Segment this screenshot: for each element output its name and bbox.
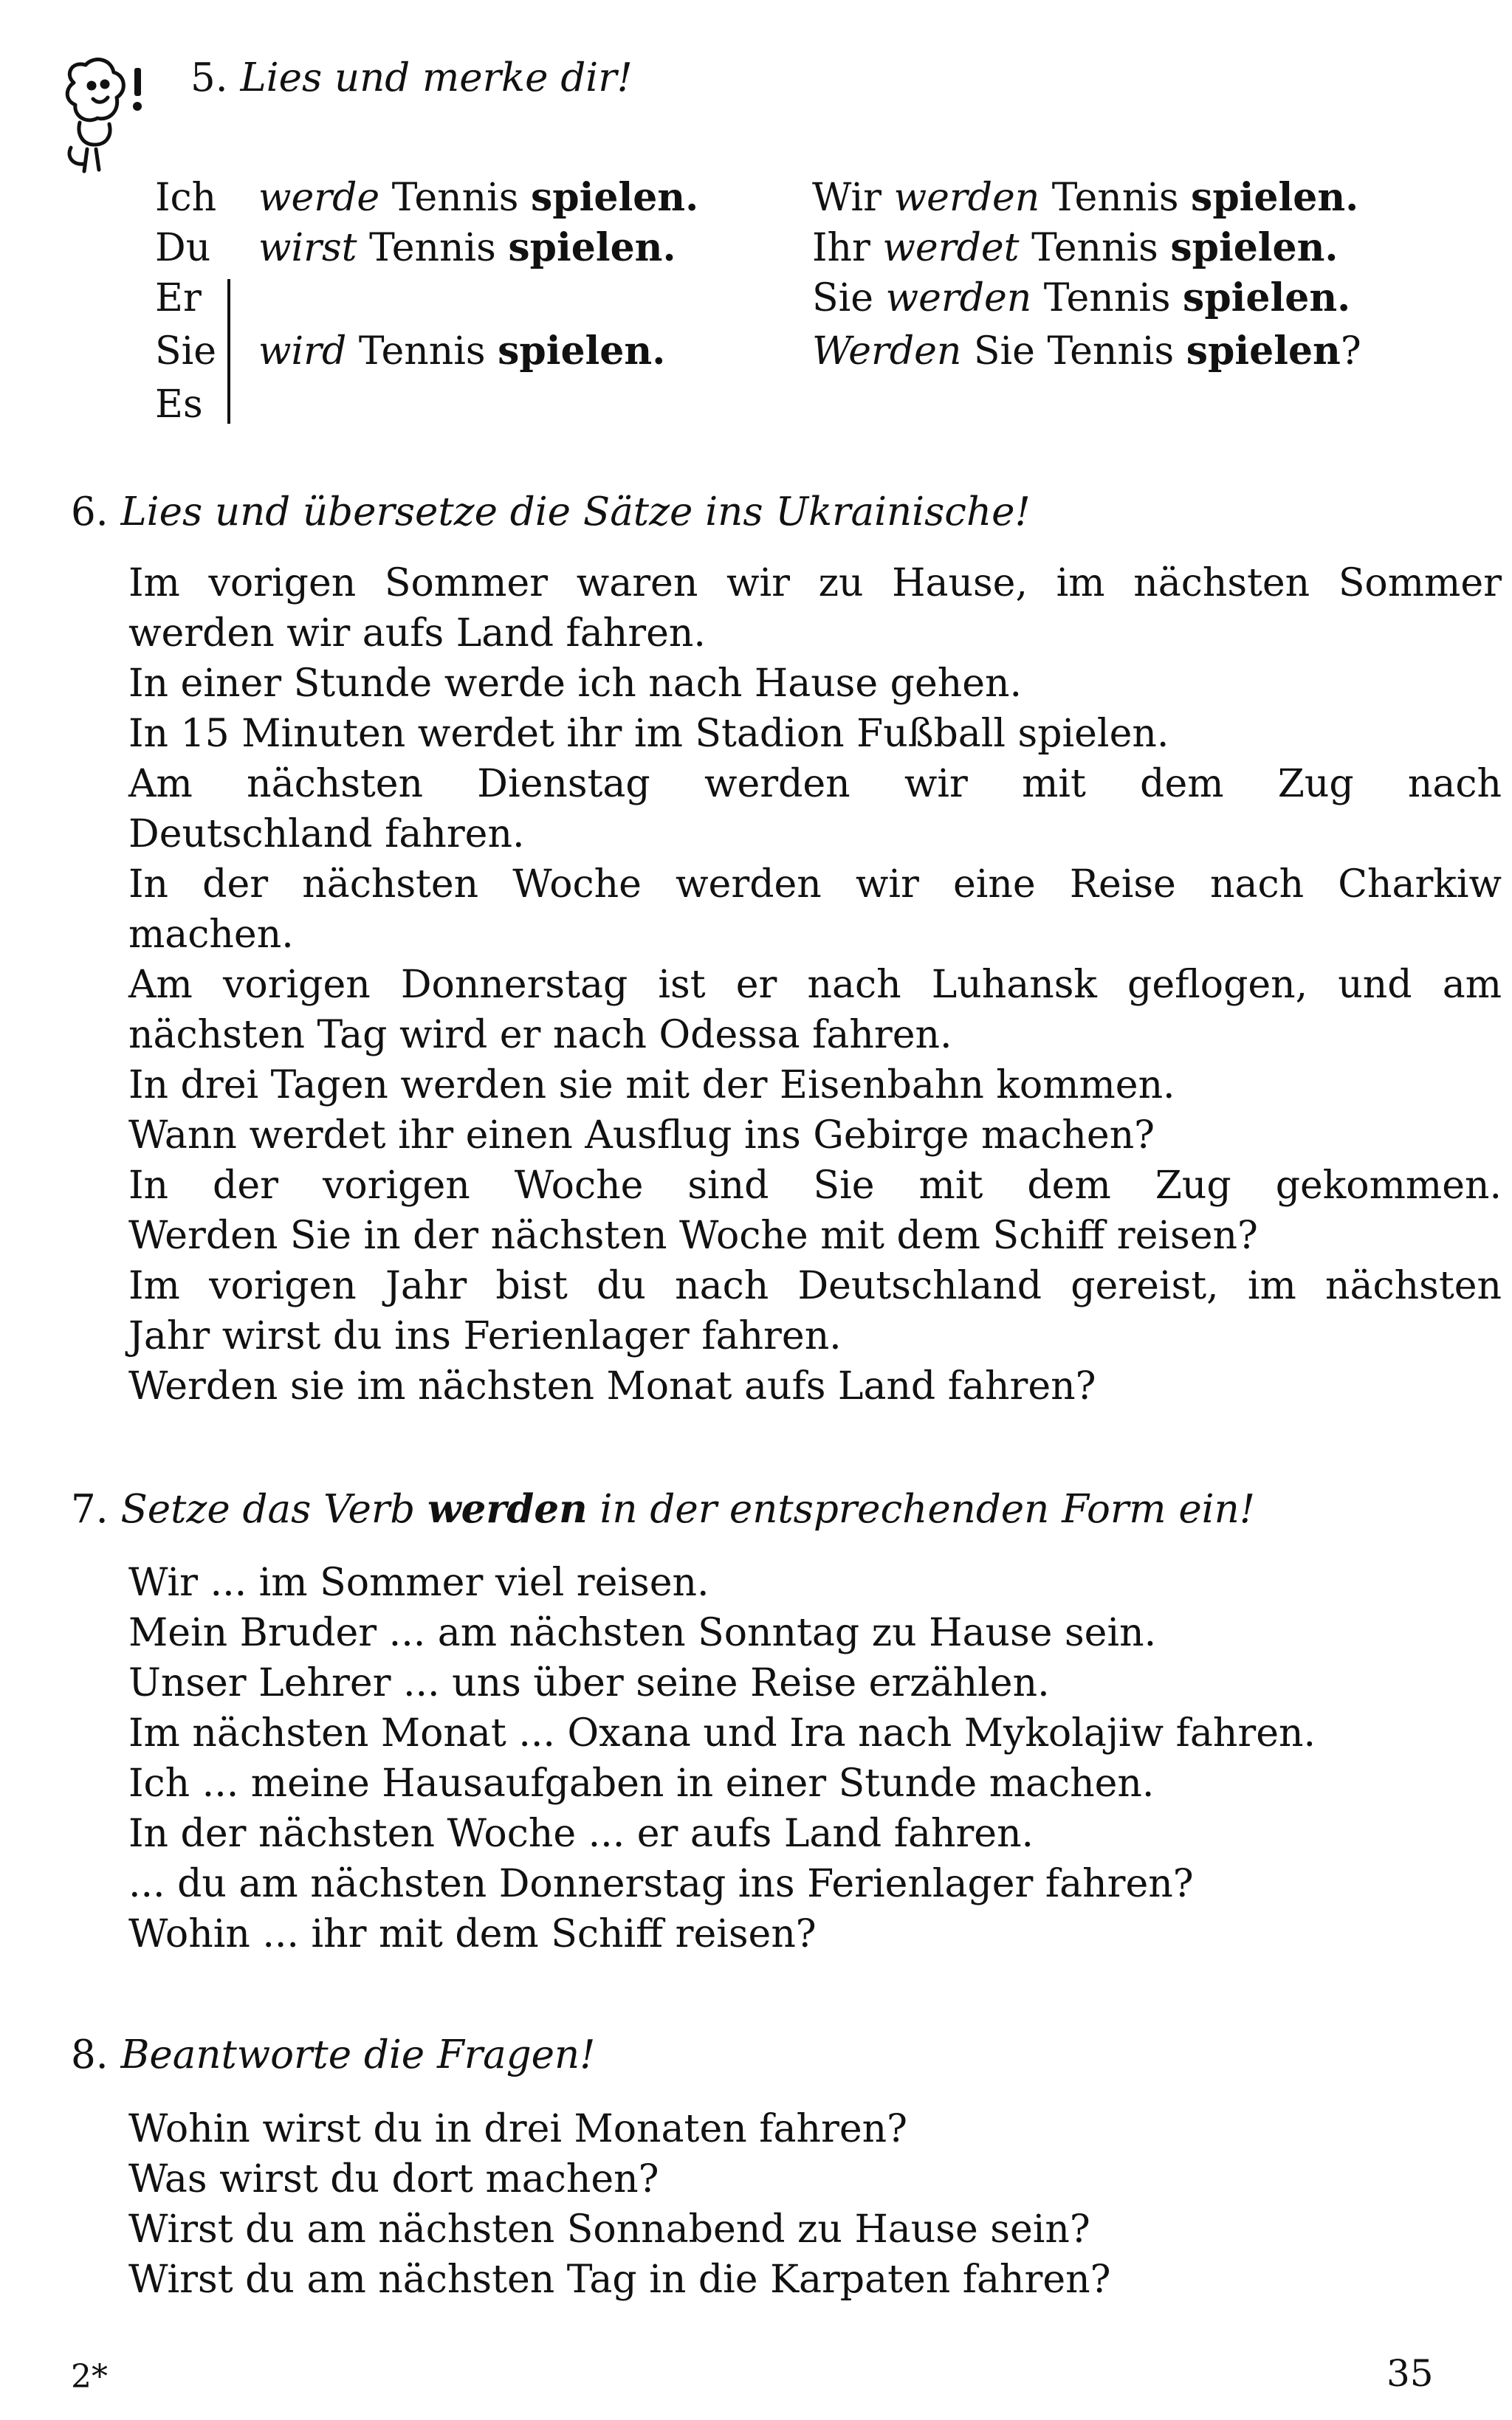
ex7-heading: 7. Setze das Verb werden in der entsprechenden Form ein! <box>71 1486 1256 1532</box>
ex6-title: Lies und übersetze die Sätze ins Ukrainische! <box>120 489 1031 534</box>
page-number: 35 <box>1386 2352 1434 2395</box>
ex7-line: Unser Lehrer ... uns über seine Reise erzählen. <box>128 1661 1050 1705</box>
ex8-heading <box>71 2030 595 2080</box>
conj-er: Er <box>155 276 202 320</box>
ex7-line: Mein Bruder ... am nächsten Sonntag zu Hause sein. <box>128 1611 1157 1655</box>
ex6-line: Am vorigen Donnerstag ist er nach Luhansk geflogen, und am <box>128 963 1502 1007</box>
conj-du: Du wirst Tennis spielen. <box>155 225 676 270</box>
ex7-number: 7. <box>71 1487 109 1532</box>
ex6-sentences <box>128 558 1502 1412</box>
ex6-line: Am nächsten Dienstag werden wir mit dem Zug nach <box>128 762 1502 806</box>
ex7-line: Wohin ... ihr mit dem Schiff reisen? <box>128 1912 817 1956</box>
ex6-line: Wann werdet ihr einen Ausflug ins Gebirge machen? <box>128 1113 1155 1158</box>
ex6-line: In der vorigen Woche sind Sie mit dem Zug gekommen. <box>128 1163 1502 1208</box>
ex7-line: Im nächsten Monat ... Oxana und Ira nach Mykolajiw fahren. <box>128 1711 1316 1756</box>
conj-sie: Sie <box>155 329 217 374</box>
ex8-line: Was wirst du dort machen? <box>128 2157 659 2201</box>
ex8-line: Wohin wirst du in drei Monaten fahren? <box>128 2107 907 2151</box>
ex5-title: Lies und merke dir! <box>240 55 633 100</box>
ex7-keyword: werden <box>427 1486 588 1532</box>
conj-ihr: Ihr werdet Tennis spielen. <box>812 225 1339 270</box>
ex7-line: Wir ... im Sommer viel reisen. <box>128 1561 709 1605</box>
ex6-line: nächsten Tag wird er nach Odessa fahren. <box>128 1013 952 1057</box>
ex6-line: Werden sie im nächsten Monat aufs Land fahren? <box>128 1364 1096 1409</box>
ex5-number: 5. <box>190 55 228 100</box>
ex7-line: Ich ... meine Hausaufgaben in einer Stunde machen. <box>128 1761 1155 1806</box>
character-icon <box>58 53 154 179</box>
ex8-questions <box>128 2104 1111 2305</box>
ex6-line: In der nächsten Woche werden wir eine Reise nach Charkiw <box>128 862 1502 907</box>
ex6-line: In drei Tagen werden sie mit der Eisenbahn kommen. <box>128 1063 1175 1107</box>
ex8-number: 8. <box>71 2032 109 2077</box>
conj-ich: Ich werde Tennis spielen. <box>155 175 699 220</box>
ex6-line: In einer Stunde werde ich nach Hause gehen. <box>128 661 1023 706</box>
ex7-line: ... du am nächsten Donnerstag ins Ferienlager fahren? <box>128 1862 1194 1906</box>
ex7-sentences <box>128 1558 1316 1959</box>
ex5-heading <box>190 53 633 103</box>
ex6-line: Deutschland fahren. <box>128 812 525 856</box>
bracket-line <box>227 279 230 424</box>
ex6-line: Im vorigen Jahr bist du nach Deutschland gereist, im nächsten <box>128 1264 1502 1308</box>
ex6-line: Im vorigen Sommer waren wir zu Hause, im nächsten Sommer <box>128 561 1502 605</box>
ex6-heading <box>71 487 1031 537</box>
conj-es: Es <box>155 382 203 427</box>
ex6-line: Werden Sie in der nächsten Woche mit dem Schiff reisen? <box>128 1214 1258 1258</box>
page-signature: 2* <box>71 2358 108 2396</box>
ex8-line: Wirst du am nächsten Sonnabend zu Hause sein? <box>128 2207 1090 2252</box>
ex8-line: Wirst du am nächsten Tag in die Karpaten fahren? <box>128 2258 1111 2302</box>
ex6-line: Jahr wirst du ins Ferienlager fahren. <box>128 1314 842 1358</box>
ex6-line: machen. <box>128 912 294 957</box>
conj-question: Werden Sie Tennis spielen? <box>812 329 1361 374</box>
ex6-line: werden wir aufs Land fahren. <box>128 611 706 656</box>
conj-sie-plural: Sie werden Tennis spielen. <box>812 275 1351 320</box>
ex6-line: In 15 Minuten werdet ihr im Stadion Fußball spielen. <box>128 712 1169 756</box>
ex6-number: 6. <box>71 489 109 534</box>
conj-wird: wird Tennis spielen. <box>258 329 666 374</box>
ex8-title: Beantworte die Fragen! <box>120 2032 596 2077</box>
ex7-line: In der nächsten Woche ... er aufs Land fahren. <box>128 1812 1034 1856</box>
conj-wir: Wir werden Tennis spielen. <box>812 175 1359 220</box>
